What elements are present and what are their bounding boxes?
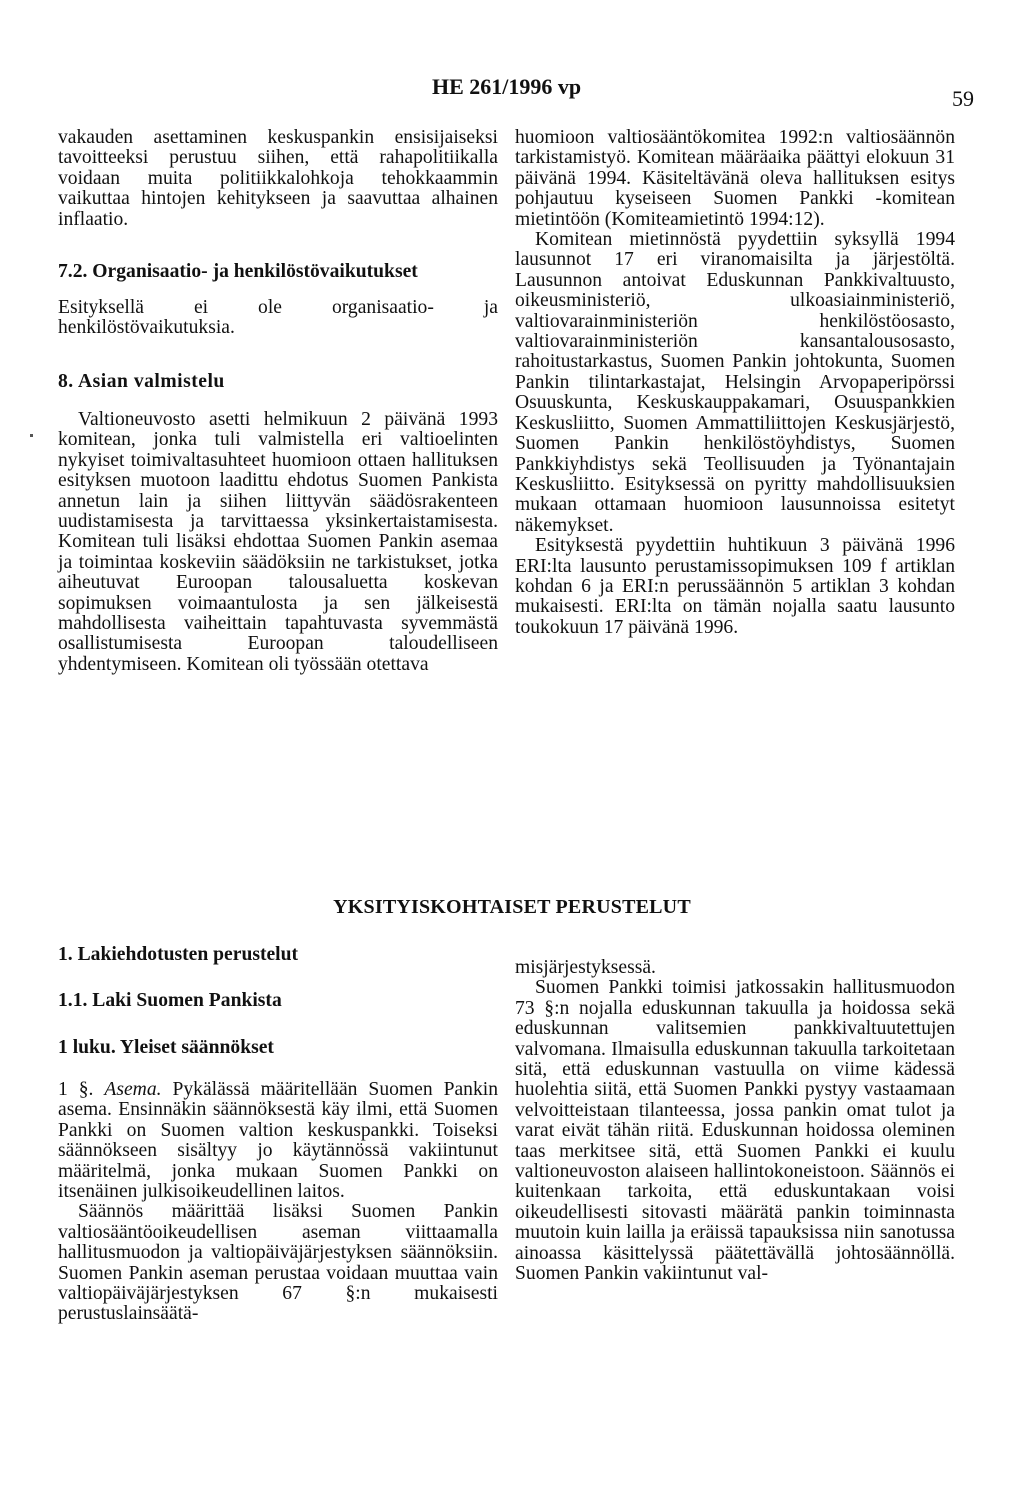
- section-title: YKSITYISKOHTAISET PERUSTELUT: [333, 896, 691, 918]
- right-column-bottom: [515, 958, 955, 1285]
- section-1-paragraph: [58, 1080, 498, 1202]
- left-column-bottom: [58, 1080, 498, 1325]
- heading-1-1: 1.1. Laki Suomen Pankista: [58, 990, 282, 1011]
- right-bottom-paragraph-1: Suomen Pankki toimisi jatkossakin hallitusmuodon 73 §:n nojalla eduskunnan takuulla ja hoidossa sekä eduskunnan valitsemien pankkivaltuutettujen valvomana. Ilmaisulla eduskunnan takuulla tarkoitetaan sitä, että eduskunnan vastuulla on viime kädessä huolehtia siitä, että Suomen Pankki pystyy vastaamaan velvoitteistaan tilanteessa, jossa pankin omat tulot ja varat eivät tähän riitä. Eduskunnan hoidossa oleminen taas merkitsee sitä, että Suomen Pankki ei kuulu valtioneuvoston alaiseen hallintokoneistoon. Säännös ei kuitenkaan tarkoita, että eduskuntakaan voisi oikeudellisesti sitovasti määrätä pankin toiminnasta muutoin kuin lailla ja eräissä tapauksissa niin sanotussa ainoassa käsittelyssä päätettävällä johtosäännöllä. Suomen Pankin vakiintunut val-: [515, 977, 955, 1285]
- right-top-paragraph-1: huomioon valtiosääntökomitea 1992:n valtiosäännön tarkistamistyö. Komitean määräaika päättyi elokuun 31 päivänä 1994. Käsiteltävänä oleva hallituksen esitys pohjautuu kyseiseen Suomen Pankki -komitean mietintöön (Komiteamietintö 1994:12).: [515, 127, 955, 230]
- section-8-body: [58, 410, 498, 675]
- right-top-paragraph-3: Esityksestä pyydettiin huhtikuun 3 päivänä 1996 ERI:lta lausunto perustamissopimuksen 109 f artiklan kohdan 6 ja ERI:n perussäännön 5 artiklan 3 kohdan mukaisesti. ERI:lta on tämän nojalla saatu lausunto toukokuun 17 päivänä 1996.: [515, 535, 955, 638]
- right-bottom-paragraph-0: misjärjestyksessä.: [515, 957, 656, 978]
- left-column-top: [58, 128, 498, 230]
- heading-chapter-1: 1 luku. Yleiset säännökset: [58, 1037, 274, 1058]
- document-header: HE 261/1996 vp: [432, 74, 582, 99]
- section-number: 1 §.: [58, 1079, 105, 1100]
- section-8-text: Valtioneuvosto asetti helmikuun 2 päivänä 1993 komitean, jonka tuli valmistella eri valtioelinten nykyiset toimivaltasuhteet huomioon ottaen hallituksen esityksen muotoon laadittu ehdotus Suomen Pankista annetun lain ja siihen liittyvän säädösrakenteen uudistamisesta ja tarvittaessa yksinkertaistamisesta. Komitean tuli lisäksi ehdottaa Suomen Pankin asemaa ja toimintaa koskeviin säädöksiin ne tarkistukset, jotka aiheutuvat Euroopan talousaluetta koskevan sopimuksen voimaantulosta ja sen jälkeisestä mahdollisesta vaiheittain tapahtuvasta syvemmästä osallistumisesta Euroopan taloudelliseen yhdentymiseen. Komitean oli työssään otettava: [58, 409, 498, 675]
- section-7-2-body: [58, 298, 498, 339]
- section-title-asema: Asema.: [104, 1079, 162, 1100]
- page-number: 59: [952, 86, 974, 111]
- intro-paragraph: vakauden asettaminen keskuspankin ensisijaiseksi tavoitteeksi perustuu siihen, että rahapolitiikalla voidaan muita politiikkalohkoja tehokkaammin vaikuttaa hintojen kehitykseen ja saavuttaa alhainen inflaatio.: [58, 127, 498, 230]
- section-7-2-text: Esityksellä ei ole organisaatio- ja henkilöstövaikutuksia.: [58, 297, 498, 339]
- heading-1: 1. Lakiehdotusten perustelut: [58, 944, 299, 965]
- right-column-top: [515, 128, 955, 638]
- left-bottom-paragraph-2: Säännös määrittää lisäksi Suomen Pankin valtiosääntöoikeudellisen aseman viittaamalla hallitusmuodon ja valtiopäiväjärjestyksen säännöksiin. Suomen Pankin aseman perustaa voidaan muuttaa vain valtiopäiväjärjestyksen 67 §:n mukaisesti perustuslainsäätä-: [58, 1201, 498, 1325]
- section-7-2-heading: 7.2. Organisaatio- ja henkilöstövaikutukset: [58, 261, 418, 282]
- margin-dot: [30, 434, 33, 437]
- section-1-text: Pykälässä määritellään Suomen Pankin asema. Ensinnäkin säännöksestä käy ilmi, että Suomen Pankki on Suomen valtion keskuspankki. Toiseksi säännökseen sisältyy jo käytännössä vakiintunut määritelmä, jonka mukaan Suomen Pankki on itsenäinen julkisoikeudellinen laitos.: [58, 1079, 499, 1203]
- section-8-heading: 8. Asian valmistelu: [58, 371, 225, 392]
- right-top-paragraph-2: Komitean mietinnöstä pyydettiin syksyllä 1994 lausunnot 17 eri viranomaisilta ja järjestöltä. Lausunnon antoivat Eduskunnan Pankkivaltuusto, oikeusministeriö, ulkoasiainministeriö, valtiovarainministeriön henkilöstöosasto, valtiovarainministeriön kansantalousosasto, rahoitustarkastus, Suomen Pankin johtokunta, Suomen Pankin tilintarkastajat, Helsingin Arvopaperipörssi Osuuskunta, Keskuskauppakamari, Osuuspankkien Keskusliitto, Suomen Ammattiliittojen Keskusjärjestö, Suomen Pankin henkilöstöyhdistys, Suomen Pankkiyhdistys sekä Teollisuuden ja Työnantajain Keskusliitto. Esityksessä on pyritty mahdollisuuksien mukaan ottamaan huomioon lausunnoissa esitetyt näkemykset.: [515, 229, 955, 536]
